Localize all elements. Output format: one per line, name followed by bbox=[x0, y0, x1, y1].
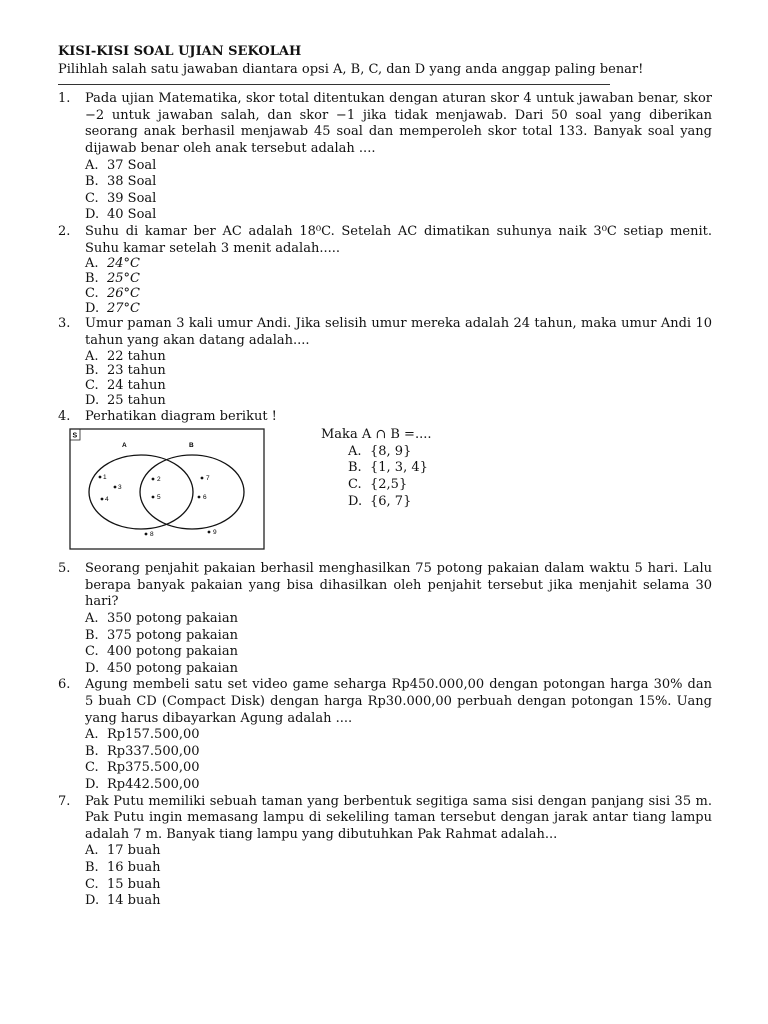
option-b: B. 25°C bbox=[85, 270, 140, 286]
question-5 bbox=[58, 561, 712, 677]
option-d: D. 27°C bbox=[85, 300, 140, 316]
question-text: Pak Putu memiliki sebuah taman yang berbentuk segitiga sama sisi dengan panjang sisi 35 m. Pak Putu ingin memasang lampu di sekeliling taman tersebut dengan jarak antar tiang lampu adalah 7 m. Banyak tiang lampu yang dibutuhkan Pak Rahmat adalah... bbox=[85, 793, 712, 842]
set-prompt: Maka A ∩ B =.... bbox=[321, 427, 432, 443]
instruction-text: Pilihlah salah satu jawaban diantara opsi A, B, C, dan D yang anda anggap paling benar! bbox=[58, 61, 644, 77]
question-2 bbox=[58, 224, 712, 316]
question-number: 1. bbox=[58, 91, 71, 107]
document-title: KISI-KISI SOAL UJIAN SEKOLAH bbox=[58, 44, 302, 59]
option-a: A. 22 tahun bbox=[85, 348, 166, 364]
universe-label: S bbox=[72, 432, 78, 440]
set-a-label: A bbox=[122, 442, 127, 450]
option-b: B. 16 buah bbox=[85, 859, 161, 875]
set-b-circle bbox=[140, 455, 244, 529]
element-7: 7 bbox=[206, 475, 210, 483]
option-c: C. 39 Soal bbox=[85, 190, 157, 206]
question-1 bbox=[58, 91, 712, 224]
question-4 bbox=[58, 409, 712, 426]
option-a: A. 350 potong pakaian bbox=[85, 611, 238, 627]
element-4: 4 bbox=[105, 496, 109, 504]
question-text: Perhatikan diagram berikut ! bbox=[85, 408, 277, 424]
question-7 bbox=[58, 794, 712, 910]
question-text: Suhu di kamar ber AC adalah 18⁰C. Setelah AC dimatikan suhunya naik 3⁰C setiap menit. Suhu kamar setelah 3 menit adalah..... bbox=[85, 223, 712, 256]
option-d: D. 40 Soal bbox=[85, 207, 157, 223]
element-6: 6 bbox=[203, 494, 207, 502]
universe-box bbox=[70, 429, 264, 549]
option-b: B. 23 tahun bbox=[85, 363, 166, 379]
option-d: D. 25 tahun bbox=[85, 392, 166, 408]
option-c: C. Rp375.500,00 bbox=[85, 760, 200, 776]
question-3 bbox=[58, 316, 712, 408]
option-b: B. Rp337.500,00 bbox=[85, 743, 200, 759]
venn-diagram bbox=[69, 428, 265, 550]
option-d: D. {6, 7} bbox=[348, 493, 412, 509]
question-text: Umur paman 3 kali umur Andi. Jika selisih umur mereka adalah 24 tahun, maka umur Andi 10 tahun yang akan datang adalah.... bbox=[85, 316, 712, 348]
option-a: A. 24°C bbox=[85, 256, 140, 272]
question-text: Pada ujian Matematika, skor total ditentukan dengan aturan skor 4 untuk jawaban benar, skor −2 untuk jawaban salah, dan skor −1 jika tidak menjawab. Dari 50 soal yang diberikan seorang anak berhasil menjawab 45 soal dan memperoleh skor total 133. Banyak soal yang dijawab benar oleh anak tersebut adalah .... bbox=[85, 91, 712, 156]
option-d: D. 450 potong pakaian bbox=[85, 660, 238, 676]
question-number: 3. bbox=[58, 316, 71, 332]
question-number: 7. bbox=[58, 793, 71, 809]
element-9: 9 bbox=[213, 529, 217, 537]
element-8: 8 bbox=[150, 531, 154, 539]
question-6 bbox=[58, 677, 712, 793]
option-c: C. {2,5} bbox=[348, 477, 408, 493]
element-3: 3 bbox=[118, 484, 122, 492]
element-2: 2 bbox=[157, 476, 161, 484]
option-b: B. 38 Soal bbox=[85, 174, 157, 190]
exam-document bbox=[58, 44, 712, 910]
option-b: B. {1, 3, 4} bbox=[348, 460, 428, 476]
option-a: A. Rp157.500,00 bbox=[85, 727, 200, 743]
question-number: 2. bbox=[58, 223, 71, 239]
question-number: 6. bbox=[58, 677, 71, 693]
set-a-circle bbox=[89, 455, 193, 529]
question-4-body bbox=[58, 425, 712, 561]
option-a: A. {8, 9} bbox=[348, 443, 412, 459]
question-number: 4. bbox=[58, 408, 71, 424]
element-5: 5 bbox=[157, 494, 161, 502]
question-text: Agung membeli satu set video game seharga Rp450.000,00 dengan potongan harga 30% dan 5 buah CD (Compact Disk) dengan harga Rp30.000,00 perbuah dengan potongan 15%. Uang yang harus dibayarkan Agung adalah .... bbox=[85, 677, 712, 726]
option-c: C. 15 buah bbox=[85, 876, 161, 892]
option-c: C. 24 tahun bbox=[85, 378, 166, 394]
option-a: A. 37 Soal bbox=[85, 157, 157, 173]
option-a: A. 17 buah bbox=[85, 843, 161, 859]
option-d: D. 14 buah bbox=[85, 893, 161, 909]
option-c: C. 400 potong pakaian bbox=[85, 644, 238, 660]
element-1: 1 bbox=[103, 474, 107, 482]
question-text: Seorang penjahit pakaian berhasil menghasilkan 75 potong pakaian dalam waktu 5 hari. Lalu berapa banyak pakaian yang bisa dihasilkan oleh penjahit tersebut jika menjahit selama 30 hari? bbox=[85, 561, 712, 610]
question-4-options bbox=[321, 427, 431, 510]
option-c: C. 26°C bbox=[85, 285, 140, 301]
set-b-label: B bbox=[189, 442, 194, 450]
option-b: B. 375 potong pakaian bbox=[85, 627, 238, 643]
divider bbox=[58, 84, 610, 85]
question-number: 5. bbox=[58, 561, 71, 577]
option-d: D. Rp442.500,00 bbox=[85, 777, 200, 792]
